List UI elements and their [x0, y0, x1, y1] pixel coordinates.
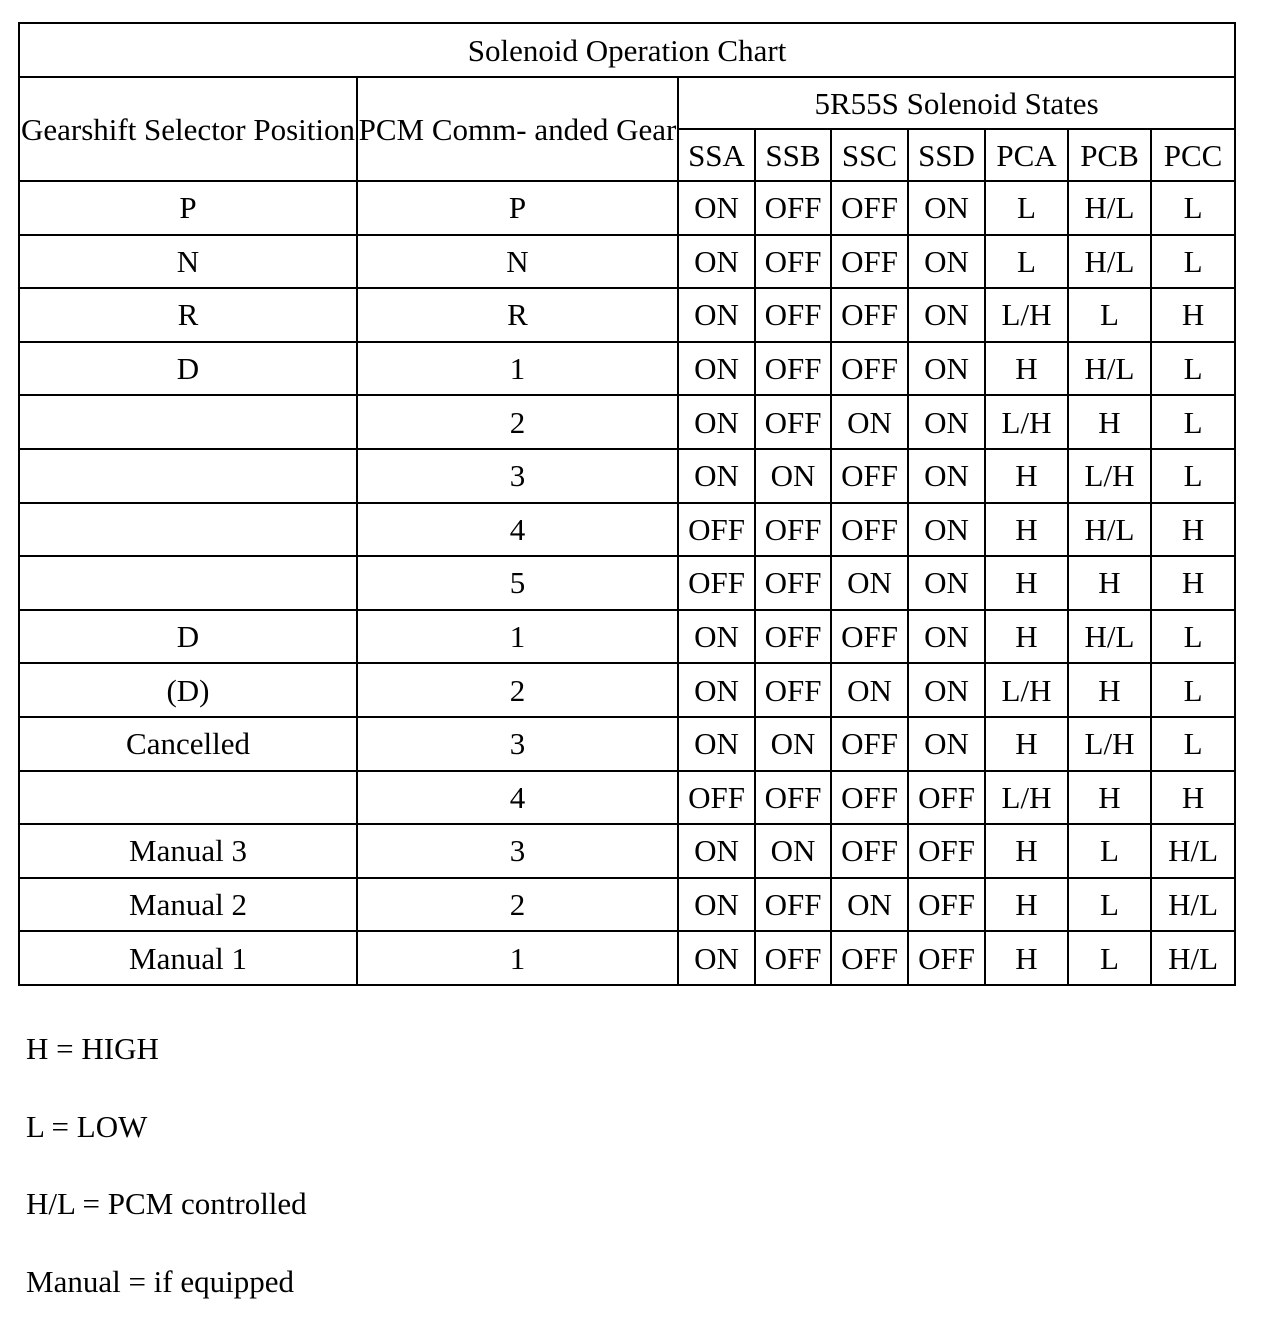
cell-pcb-state: H/L — [1068, 342, 1151, 396]
cell-commanded-gear: P — [357, 181, 678, 235]
cell-commanded-gear: 1 — [357, 342, 678, 396]
table-row — [19, 181, 1235, 235]
cell-ssc-state: OFF — [831, 610, 908, 664]
cell-pca-state: H — [985, 610, 1068, 664]
cell-pcc-state: H — [1151, 771, 1235, 825]
cell-ssb-state: OFF — [755, 342, 831, 396]
cell-ssa-state: ON — [678, 449, 755, 503]
cell-pcb-state: H/L — [1068, 503, 1151, 557]
cell-pcb-state: H — [1068, 771, 1151, 825]
cell-pcc-state: H/L — [1151, 824, 1235, 878]
cell-ssc-state: OFF — [831, 181, 908, 235]
cell-ssb-state: OFF — [755, 235, 831, 289]
cell-pcc-state: L — [1151, 181, 1235, 235]
cell-pcc-state: H — [1151, 288, 1235, 342]
cell-ssa-state: ON — [678, 824, 755, 878]
cell-pcb-state: H — [1068, 395, 1151, 449]
cell-selector-position: Manual 2 — [19, 878, 357, 932]
cell-commanded-gear: 4 — [357, 503, 678, 557]
cell-ssd-state: OFF — [908, 931, 985, 985]
cell-pcb-state: H/L — [1068, 181, 1151, 235]
legend-manual: Manual = if equipped — [26, 1264, 294, 1299]
table-row — [19, 556, 1235, 610]
legend-high: H = HIGH — [26, 1031, 159, 1066]
cell-commanded-gear: N — [357, 235, 678, 289]
table-row — [19, 449, 1235, 503]
cell-ssa-state: ON — [678, 395, 755, 449]
cell-selector-position: R — [19, 288, 357, 342]
cell-commanded-gear: 2 — [357, 395, 678, 449]
cell-ssd-state: ON — [908, 663, 985, 717]
cell-selector-position: Manual 1 — [19, 931, 357, 985]
cell-commanded-gear: 3 — [357, 717, 678, 771]
cell-ssa-state: ON — [678, 288, 755, 342]
cell-selector-position: D — [19, 610, 357, 664]
cell-pcc-state: H/L — [1151, 878, 1235, 932]
cell-ssd-state: ON — [908, 235, 985, 289]
header-ssa: SSA — [678, 129, 755, 181]
cell-ssa-state: ON — [678, 878, 755, 932]
cell-pca-state: H — [985, 449, 1068, 503]
table-row — [19, 663, 1235, 717]
cell-commanded-gear: 1 — [357, 931, 678, 985]
cell-pca-state: H — [985, 824, 1068, 878]
header-pcc: PCC — [1151, 129, 1235, 181]
cell-ssb-state: OFF — [755, 931, 831, 985]
cell-pcb-state: L/H — [1068, 717, 1151, 771]
cell-pcb-state: L/H — [1068, 449, 1151, 503]
cell-selector-position: (D) — [19, 663, 357, 717]
cell-selector-position — [19, 395, 357, 449]
table-body — [19, 181, 1235, 985]
cell-ssb-state: OFF — [755, 181, 831, 235]
cell-ssb-state: OFF — [755, 771, 831, 825]
legend-low: L = LOW — [26, 1109, 148, 1144]
cell-ssd-state: OFF — [908, 824, 985, 878]
cell-pcc-state: L — [1151, 663, 1235, 717]
table-row — [19, 771, 1235, 825]
cell-ssc-state: ON — [831, 556, 908, 610]
cell-ssb-state: ON — [755, 449, 831, 503]
cell-selector-position: Manual 3 — [19, 824, 357, 878]
header-solenoid-states: 5R55S Solenoid States — [678, 77, 1235, 129]
cell-pcc-state: H — [1151, 503, 1235, 557]
cell-ssc-state: ON — [831, 663, 908, 717]
cell-commanded-gear: 3 — [357, 824, 678, 878]
cell-pcc-state: H/L — [1151, 931, 1235, 985]
cell-ssa-state: OFF — [678, 556, 755, 610]
cell-ssa-state: ON — [678, 235, 755, 289]
header-ssb: SSB — [755, 129, 831, 181]
cell-ssc-state: OFF — [831, 717, 908, 771]
legend-pcm-controlled: H/L = PCM controlled — [26, 1186, 307, 1221]
cell-selector-position: D — [19, 342, 357, 396]
cell-ssa-state: ON — [678, 663, 755, 717]
cell-pca-state: H — [985, 931, 1068, 985]
cell-ssc-state: ON — [831, 395, 908, 449]
table-title: Solenoid Operation Chart — [19, 23, 1235, 77]
table-row — [19, 717, 1235, 771]
cell-pcc-state: H — [1151, 556, 1235, 610]
cell-pca-state: H — [985, 503, 1068, 557]
cell-ssb-state: OFF — [755, 663, 831, 717]
cell-pca-state: L — [985, 181, 1068, 235]
cell-ssa-state: ON — [678, 931, 755, 985]
solenoid-operation-table — [18, 22, 1236, 986]
cell-ssd-state: ON — [908, 449, 985, 503]
cell-ssd-state: ON — [908, 610, 985, 664]
cell-ssd-state: ON — [908, 556, 985, 610]
cell-ssd-state: ON — [908, 395, 985, 449]
cell-pca-state: H — [985, 717, 1068, 771]
cell-pcb-state: H — [1068, 663, 1151, 717]
cell-pca-state: L/H — [985, 395, 1068, 449]
cell-ssc-state: OFF — [831, 288, 908, 342]
cell-ssb-state: ON — [755, 717, 831, 771]
cell-commanded-gear: 5 — [357, 556, 678, 610]
cell-commanded-gear: 2 — [357, 878, 678, 932]
cell-pcb-state: H/L — [1068, 610, 1151, 664]
cell-pcb-state: H/L — [1068, 235, 1151, 289]
cell-pcc-state: L — [1151, 610, 1235, 664]
cell-ssc-state: OFF — [831, 235, 908, 289]
cell-pcc-state: L — [1151, 235, 1235, 289]
header-selector-position: Gearshift Selector Position — [19, 77, 357, 181]
cell-ssc-state: OFF — [831, 503, 908, 557]
cell-ssd-state: ON — [908, 181, 985, 235]
cell-selector-position — [19, 556, 357, 610]
cell-ssa-state: ON — [678, 181, 755, 235]
table-row — [19, 503, 1235, 557]
cell-pcb-state: L — [1068, 288, 1151, 342]
cell-pcb-state: L — [1068, 824, 1151, 878]
table-row — [19, 878, 1235, 932]
header-pcb: PCB — [1068, 129, 1151, 181]
cell-ssa-state: ON — [678, 610, 755, 664]
cell-pcb-state: L — [1068, 878, 1151, 932]
cell-selector-position — [19, 771, 357, 825]
header-commanded-gear: PCM Comm- anded Gear — [357, 77, 678, 181]
cell-ssb-state: OFF — [755, 878, 831, 932]
table-row — [19, 610, 1235, 664]
cell-pca-state: L/H — [985, 288, 1068, 342]
cell-pca-state: H — [985, 556, 1068, 610]
cell-ssd-state: ON — [908, 503, 985, 557]
cell-pca-state: H — [985, 342, 1068, 396]
cell-ssd-state: OFF — [908, 771, 985, 825]
cell-pcc-state: L — [1151, 717, 1235, 771]
cell-selector-position: Cancelled — [19, 717, 357, 771]
cell-pcc-state: L — [1151, 395, 1235, 449]
cell-ssa-state: OFF — [678, 503, 755, 557]
cell-pcb-state: L — [1068, 931, 1151, 985]
cell-pcb-state: H — [1068, 556, 1151, 610]
cell-pcc-state: L — [1151, 342, 1235, 396]
table-row — [19, 395, 1235, 449]
cell-ssa-state: ON — [678, 342, 755, 396]
header-ssd: SSD — [908, 129, 985, 181]
header-pca: PCA — [985, 129, 1068, 181]
cell-ssd-state: ON — [908, 342, 985, 396]
cell-ssc-state: OFF — [831, 342, 908, 396]
cell-selector-position — [19, 449, 357, 503]
table-row — [19, 931, 1235, 985]
cell-selector-position: N — [19, 235, 357, 289]
header-ssc: SSC — [831, 129, 908, 181]
cell-ssa-state: ON — [678, 717, 755, 771]
cell-selector-position — [19, 503, 357, 557]
cell-pca-state: L/H — [985, 771, 1068, 825]
cell-pca-state: L/H — [985, 663, 1068, 717]
cell-ssd-state: ON — [908, 288, 985, 342]
cell-pcc-state: L — [1151, 449, 1235, 503]
table-row — [19, 342, 1235, 396]
cell-pca-state: L — [985, 235, 1068, 289]
cell-ssb-state: OFF — [755, 556, 831, 610]
cell-commanded-gear: 1 — [357, 610, 678, 664]
cell-ssa-state: OFF — [678, 771, 755, 825]
cell-ssc-state: OFF — [831, 931, 908, 985]
cell-ssc-state: OFF — [831, 824, 908, 878]
cell-commanded-gear: 3 — [357, 449, 678, 503]
cell-commanded-gear: 4 — [357, 771, 678, 825]
cell-commanded-gear: 2 — [357, 663, 678, 717]
cell-ssb-state: ON — [755, 824, 831, 878]
cell-ssb-state: OFF — [755, 503, 831, 557]
table-row — [19, 824, 1235, 878]
cell-ssb-state: OFF — [755, 395, 831, 449]
cell-ssc-state: OFF — [831, 771, 908, 825]
cell-selector-position: P — [19, 181, 357, 235]
cell-commanded-gear: R — [357, 288, 678, 342]
cell-ssd-state: ON — [908, 717, 985, 771]
cell-ssb-state: OFF — [755, 288, 831, 342]
cell-ssc-state: ON — [831, 878, 908, 932]
cell-ssd-state: OFF — [908, 878, 985, 932]
table-row — [19, 288, 1235, 342]
cell-pca-state: H — [985, 878, 1068, 932]
cell-ssb-state: OFF — [755, 610, 831, 664]
table-row — [19, 235, 1235, 289]
cell-ssc-state: OFF — [831, 449, 908, 503]
